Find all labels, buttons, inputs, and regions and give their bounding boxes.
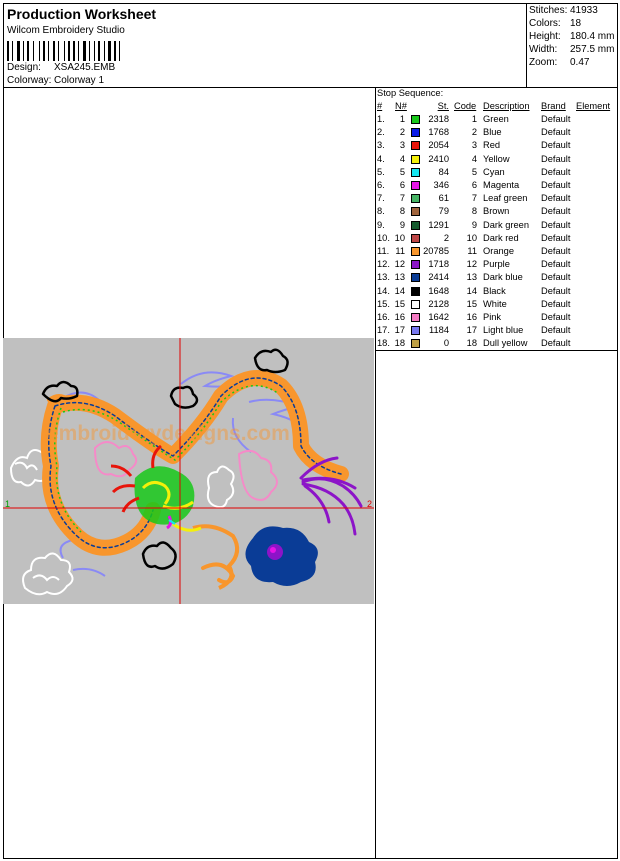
row-code: 4 — [471, 153, 477, 164]
table-row — [377, 299, 617, 312]
stop-sequence-title: Stop Sequence: — [377, 88, 444, 98]
row-stitches: 1648 — [428, 285, 449, 296]
row-stitches: 2410 — [428, 153, 449, 164]
column-divider — [375, 87, 376, 859]
row-code: 2 — [471, 127, 477, 138]
row-stitches: 2318 — [428, 114, 449, 124]
row-code: 10 — [466, 232, 477, 243]
white-cloud-center — [208, 466, 234, 507]
row-stitches: 20785 — [423, 246, 449, 256]
table-row — [377, 233, 617, 246]
color-swatch — [411, 234, 420, 243]
row-code: 17 — [466, 325, 477, 336]
row-needle: 9 — [399, 219, 405, 230]
row-needle: 12 — [394, 259, 405, 270]
flaming-pearl — [245, 526, 317, 586]
col-header-code: Code — [454, 101, 477, 111]
table-row — [377, 259, 617, 272]
row-description: Brown — [483, 206, 510, 217]
color-swatch — [411, 300, 420, 309]
row-brand: Default — [541, 193, 571, 204]
row-index: 5. — [377, 166, 385, 177]
stat-label: Width: — [529, 44, 558, 55]
stat-value: 0.47 — [570, 57, 590, 68]
row-index: 11. — [377, 246, 390, 256]
barcode-icon — [7, 41, 137, 61]
table-row — [377, 127, 617, 140]
color-swatch — [411, 141, 420, 150]
row-index: 15. — [377, 298, 390, 309]
row-stitches: 2128 — [428, 298, 449, 309]
row-stitches: 2 — [443, 232, 449, 243]
row-stitches: 1642 — [428, 312, 449, 322]
row-description: White — [483, 298, 507, 309]
row-brand: Default — [541, 338, 571, 349]
col-header-stitches: St. — [437, 101, 449, 111]
row-brand: Default — [541, 140, 571, 151]
row-stitches: 79 — [438, 206, 449, 217]
row-description: Black — [483, 285, 506, 296]
row-brand: Default — [541, 246, 571, 256]
row-needle: 4 — [399, 153, 405, 164]
color-swatch — [411, 326, 420, 335]
table-row — [377, 154, 617, 167]
axis-label-right: 2 — [367, 499, 373, 509]
stat-value: 257.5 mm — [570, 44, 615, 55]
white-cloud-bottom — [23, 553, 73, 594]
stat-zoom — [529, 57, 590, 68]
row-needle: 2 — [399, 127, 405, 138]
row-brand: Default — [541, 272, 571, 283]
colorway-value: Colorway 1 — [54, 75, 105, 86]
color-swatch — [411, 168, 420, 177]
table-row — [377, 193, 617, 206]
row-stitches: 61 — [438, 193, 449, 204]
row-index: 2. — [377, 127, 385, 138]
row-code: 12 — [466, 259, 477, 270]
table-row — [377, 180, 617, 193]
color-swatch — [411, 260, 420, 269]
row-needle: 8 — [399, 206, 405, 217]
row-needle: 15 — [394, 298, 405, 309]
table-row — [377, 312, 617, 325]
color-swatch — [411, 339, 420, 348]
row-index: 3. — [377, 140, 385, 151]
stat-value: 180.4 mm — [570, 31, 615, 42]
row-description: Orange — [483, 246, 515, 256]
row-code: 14 — [466, 285, 477, 296]
row-description: Pink — [483, 312, 502, 322]
row-code: 1 — [471, 114, 477, 124]
row-stitches: 1718 — [428, 259, 449, 270]
row-brand: Default — [541, 153, 571, 164]
row-brand: Default — [541, 312, 571, 322]
stat-height — [529, 31, 615, 42]
stat-label: Colors: — [529, 18, 561, 29]
color-swatch — [411, 247, 420, 256]
row-description: Magenta — [483, 180, 520, 190]
row-needle: 5 — [399, 166, 405, 177]
row-description: Light blue — [483, 325, 524, 336]
row-description: Cyan — [483, 166, 505, 177]
color-swatch — [411, 273, 420, 282]
row-code: 5 — [471, 166, 477, 177]
dragon-head — [111, 446, 201, 530]
row-brand: Default — [541, 298, 571, 309]
table-row — [377, 325, 617, 338]
row-needle: 10 — [394, 232, 405, 243]
row-description: Dark blue — [483, 272, 523, 283]
table-row — [377, 246, 617, 259]
row-index: 16. — [377, 312, 390, 322]
row-brand: Default — [541, 285, 571, 296]
colorway-label: Colorway: — [7, 75, 52, 86]
row-needle: 18 — [394, 338, 405, 349]
row-stitches: 84 — [438, 166, 449, 177]
stat-width — [529, 44, 615, 55]
row-description: Green — [483, 114, 509, 124]
row-index: 12. — [377, 259, 390, 270]
row-index: 8. — [377, 206, 385, 217]
row-code: 16 — [466, 312, 477, 322]
row-brand: Default — [541, 325, 571, 336]
col-header-description: Description — [483, 101, 530, 111]
row-description: Purple — [483, 259, 510, 270]
stat-value: 18 — [570, 18, 582, 29]
stats-panel — [526, 3, 618, 88]
color-swatch — [411, 194, 420, 203]
row-index: 6. — [377, 180, 385, 190]
page-title: Production Worksheet — [7, 6, 157, 22]
row-code: 7 — [471, 193, 477, 204]
axis-label-left: 1 — [5, 499, 11, 509]
table-row — [377, 220, 617, 233]
row-description: Dark red — [483, 232, 519, 243]
embroidery-design-preview — [3, 338, 374, 604]
row-code: 18 — [466, 338, 477, 349]
row-code: 13 — [466, 272, 477, 283]
color-swatch — [411, 115, 420, 124]
row-brand: Default — [541, 127, 571, 138]
row-needle: 16 — [394, 312, 405, 322]
table-row — [377, 206, 617, 219]
row-stitches: 2054 — [428, 140, 449, 151]
stat-label: Stitches: — [529, 5, 568, 16]
color-swatch — [411, 287, 420, 296]
colorway-row — [7, 75, 105, 86]
watermark-text: embroiderydesigns.com — [47, 422, 290, 445]
design-filename: XSA245.EMB — [54, 62, 116, 73]
stat-label: Zoom: — [529, 57, 558, 68]
row-index: 10. — [377, 232, 390, 243]
row-code: 9 — [471, 219, 477, 230]
design-row — [7, 62, 116, 73]
row-description: Dull yellow — [483, 338, 528, 349]
row-stitches: 0 — [443, 338, 449, 349]
row-stitches: 1768 — [428, 127, 449, 138]
stat-colors — [529, 18, 582, 29]
row-index: 14. — [377, 285, 390, 296]
color-swatch — [411, 128, 420, 137]
table-row — [377, 114, 617, 127]
color-swatch — [411, 181, 420, 190]
row-code: 6 — [471, 180, 477, 190]
row-description: Blue — [483, 127, 502, 138]
table-row — [377, 286, 617, 299]
row-index: 1. — [377, 114, 385, 124]
table-row — [377, 272, 617, 285]
row-brand: Default — [541, 180, 571, 190]
row-needle: 17 — [394, 325, 405, 336]
row-index: 13. — [377, 272, 390, 283]
row-code: 3 — [471, 140, 477, 151]
row-brand: Default — [541, 259, 571, 270]
table-row — [377, 140, 617, 153]
row-index: 9. — [377, 219, 385, 230]
row-needle: 3 — [399, 140, 405, 151]
row-description: Yellow — [483, 153, 510, 164]
color-swatch — [411, 221, 420, 230]
stat-stitches — [529, 5, 598, 16]
color-swatch — [411, 313, 420, 322]
row-needle: 11 — [395, 246, 405, 256]
stat-value: 41933 — [570, 5, 598, 16]
row-brand: Default — [541, 232, 571, 243]
row-stitches: 346 — [433, 180, 449, 190]
row-needle: 6 — [399, 180, 405, 190]
col-header-element: Element — [576, 101, 611, 111]
row-index: 18. — [377, 338, 390, 349]
color-swatch — [411, 155, 420, 164]
row-needle: 14 — [394, 285, 405, 296]
col-header-needle: N# — [395, 101, 407, 111]
row-brand: Default — [541, 114, 571, 124]
row-description: Red — [483, 140, 501, 151]
row-code: 11 — [467, 246, 477, 256]
row-index: 7. — [377, 193, 385, 204]
row-stitches: 1291 — [428, 219, 449, 230]
col-header-index: # — [377, 101, 383, 111]
col-header-brand: Brand — [541, 101, 566, 111]
row-brand: Default — [541, 166, 571, 177]
stat-label: Height: — [529, 31, 561, 42]
row-stitches: 1184 — [429, 325, 449, 336]
table-row — [377, 167, 617, 180]
worksheet-header — [3, 3, 527, 88]
row-code: 15 — [466, 298, 477, 309]
row-description: Dark green — [483, 219, 529, 230]
row-brand: Default — [541, 219, 571, 230]
row-description: Leaf green — [483, 193, 528, 204]
row-needle: 13 — [394, 272, 405, 283]
table-row — [377, 338, 617, 351]
row-index: 17. — [377, 325, 390, 336]
row-needle: 7 — [399, 193, 405, 204]
row-code: 8 — [471, 206, 477, 217]
software-name: Wilcom Embroidery Studio — [7, 25, 125, 36]
row-needle: 1 — [399, 114, 405, 124]
color-swatch — [411, 207, 420, 216]
design-label: Design: — [7, 62, 41, 73]
row-stitches: 2414 — [428, 272, 449, 283]
row-brand: Default — [541, 206, 571, 217]
row-index: 4. — [377, 153, 385, 164]
